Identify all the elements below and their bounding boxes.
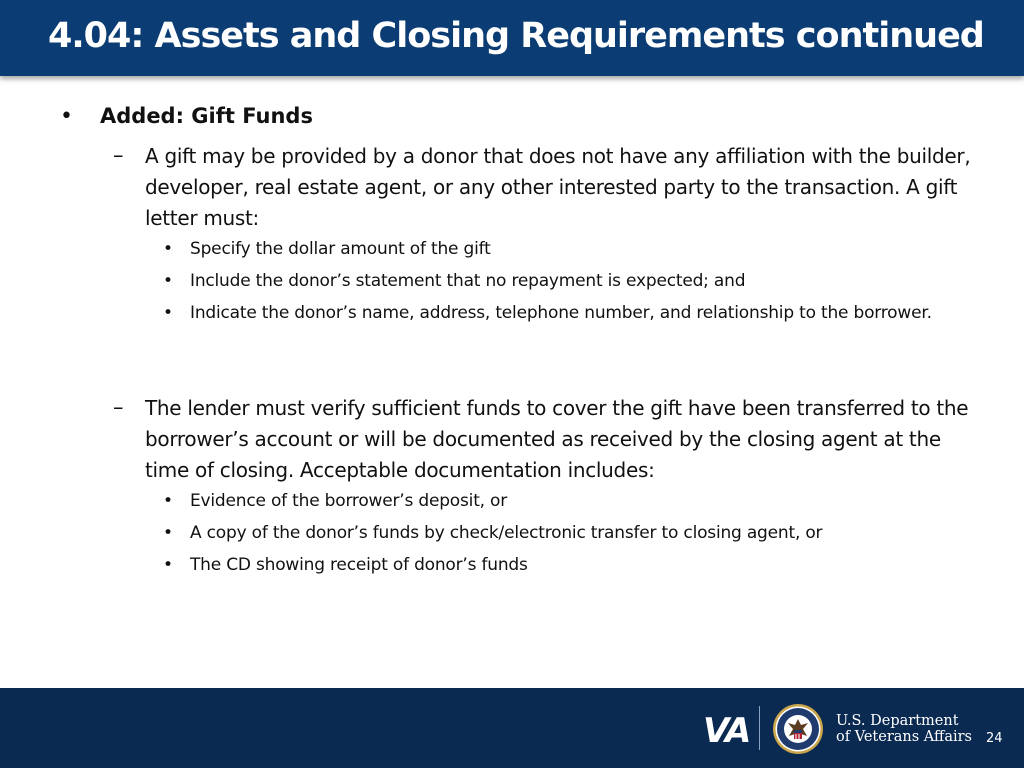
list-item bbox=[163, 268, 963, 295]
bullet-marker: • bbox=[163, 271, 173, 291]
va-logo: VA bbox=[703, 711, 750, 751]
page-number: 24 bbox=[986, 731, 1003, 746]
bullet-marker: • bbox=[60, 104, 73, 129]
department-name bbox=[836, 713, 972, 745]
slide-title: 4.04: Assets and Closing Requirements continued bbox=[48, 16, 984, 56]
list-item bbox=[163, 552, 963, 579]
dash-marker: – bbox=[113, 143, 124, 167]
department-line-1: U.S. Department bbox=[836, 713, 959, 729]
footer-divider bbox=[759, 706, 760, 750]
dash-marker: – bbox=[113, 395, 124, 419]
list-item-text: The CD showing receipt of donor’s funds bbox=[190, 555, 528, 575]
list-item-text: Evidence of the borrower’s deposit, or bbox=[190, 491, 508, 511]
department-line-2: of Veterans Affairs bbox=[836, 729, 972, 745]
bullet-marker: • bbox=[163, 491, 173, 511]
bullet-marker: • bbox=[163, 239, 173, 259]
bullet-marker: • bbox=[163, 523, 173, 543]
list-item bbox=[163, 300, 963, 327]
list-item-text: A copy of the donor’s funds by check/electronic transfer to closing agent, or bbox=[190, 523, 823, 543]
list-item-text: Specify the dollar amount of the gift bbox=[190, 239, 491, 259]
bullet-heading: Added: Gift Funds bbox=[100, 104, 313, 128]
list-item bbox=[163, 488, 963, 515]
lender-verify-paragraph: The lender must verify sufficient funds to cover the gift have been transferred to the borrower’s account or will be documented as received by the closing agent at the time of closing. Acceptable documentation includes: bbox=[145, 396, 969, 482]
bullet-marker: • bbox=[163, 555, 173, 575]
list-item bbox=[163, 520, 963, 547]
list-item-text: Include the donor’s statement that no repayment is expected; and bbox=[190, 271, 746, 291]
gift-donor-paragraph: A gift may be provided by a donor that does not have any affiliation with the builder, developer, real estate agent, or any other interested party to the transaction. A gift letter must: bbox=[145, 144, 971, 230]
list-item-text: Indicate the donor’s name, address, telephone number, and relationship to the borrower. bbox=[190, 303, 932, 323]
va-seal-icon bbox=[772, 703, 824, 755]
list-item bbox=[163, 236, 963, 263]
bullet-marker: • bbox=[163, 303, 173, 323]
